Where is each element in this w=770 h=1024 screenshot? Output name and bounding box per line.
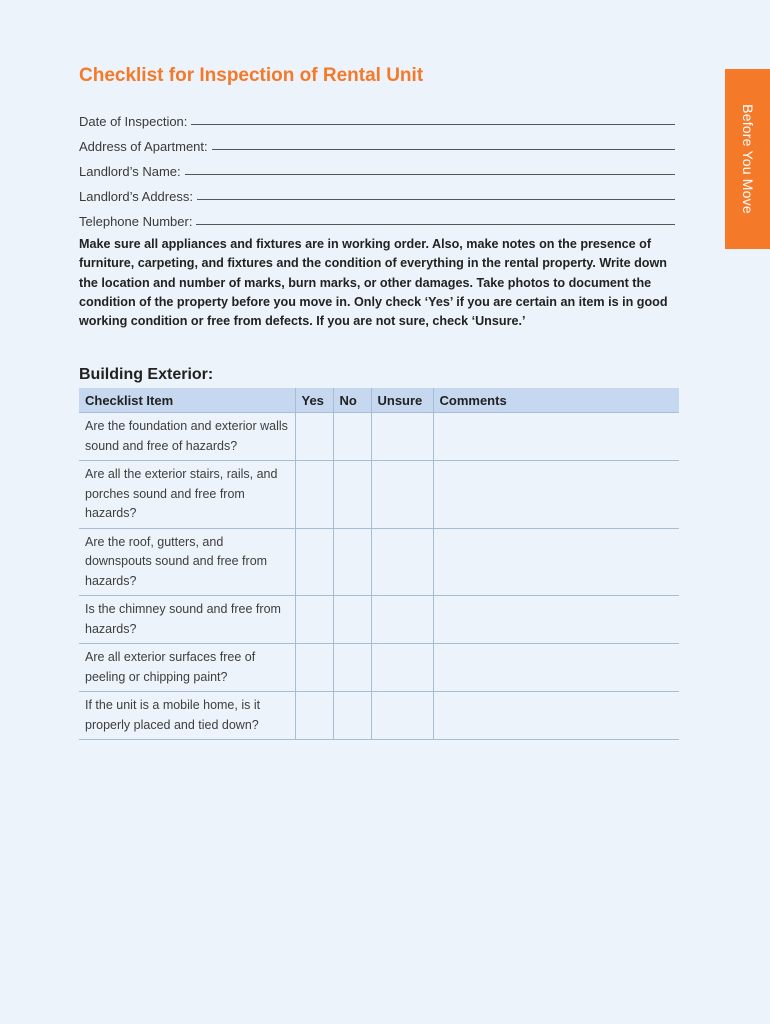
column-header-unsure: Unsure [371, 388, 433, 413]
side-tab [725, 69, 770, 249]
yes-cell[interactable] [295, 528, 333, 596]
comments-cell[interactable] [433, 692, 679, 740]
table-row [79, 461, 679, 529]
checklist-item: Are the roof, gutters, and downspouts sound and free from hazards? [79, 528, 295, 596]
field-label: Landlord’s Name: [79, 164, 181, 179]
table-row [79, 413, 679, 461]
no-cell[interactable] [333, 692, 371, 740]
yes-cell[interactable] [295, 596, 333, 644]
yes-cell[interactable] [295, 413, 333, 461]
column-header-comments: Comments [433, 388, 679, 413]
yes-cell[interactable] [295, 644, 333, 692]
checklist-item: Are all the exterior stairs, rails, and porches sound and free from hazards? [79, 461, 295, 529]
checklist-item: Is the chimney sound and free from hazards? [79, 596, 295, 644]
table-header-row [79, 388, 679, 413]
unsure-cell[interactable] [371, 461, 433, 529]
no-cell[interactable] [333, 644, 371, 692]
checklist-item: If the unit is a mobile home, is it properly placed and tied down? [79, 692, 295, 740]
yes-cell[interactable] [295, 461, 333, 529]
form-fields [79, 104, 675, 229]
field-label: Telephone Number: [79, 214, 193, 229]
unsure-cell[interactable] [371, 413, 433, 461]
table-row [79, 528, 679, 596]
column-header-item: Checklist Item [79, 388, 295, 413]
comments-cell[interactable] [433, 596, 679, 644]
comments-cell[interactable] [433, 528, 679, 596]
table-row [79, 596, 679, 644]
column-header-no: No [333, 388, 371, 413]
field-underline[interactable] [196, 224, 675, 225]
comments-cell[interactable] [433, 461, 679, 529]
landlord-name-field[interactable] [79, 154, 675, 179]
section-heading: Building Exterior: [79, 366, 214, 383]
field-underline[interactable] [185, 174, 675, 175]
checklist-item: Are the foundation and exterior walls sound and free of hazards? [79, 413, 295, 461]
table-row [79, 644, 679, 692]
telephone-number-field[interactable] [79, 204, 675, 229]
unsure-cell[interactable] [371, 596, 433, 644]
instructions-text: Make sure all appliances and fixtures are in working order. Also, make notes on the presence of furniture, carpeting, and fixtures and the condition of everything in the rental property. Write down the location and number of marks, burn marks, or other damages. Take photos to document the condition of the property before you move in. Only check ‘Yes’ if you are certain an item is in good working condition or free from defects. If you are not sure, check ‘Unsure.’ [79, 237, 668, 329]
checklist-item: Are all exterior surfaces free of peeling or chipping paint? [79, 644, 295, 692]
no-cell[interactable] [333, 528, 371, 596]
unsure-cell[interactable] [371, 528, 433, 596]
landlord-address-field[interactable] [79, 179, 675, 204]
comments-cell[interactable] [433, 413, 679, 461]
yes-cell[interactable] [295, 692, 333, 740]
field-underline[interactable] [212, 149, 675, 150]
comments-cell[interactable] [433, 644, 679, 692]
side-tab-label: Before You Move [739, 104, 756, 214]
field-underline[interactable] [191, 124, 675, 125]
address-of-apartment-field[interactable] [79, 129, 675, 154]
building-exterior-table [79, 388, 679, 740]
unsure-cell[interactable] [371, 644, 433, 692]
date-of-inspection-field[interactable] [79, 104, 675, 129]
field-underline[interactable] [197, 199, 675, 200]
no-cell[interactable] [333, 413, 371, 461]
unsure-cell[interactable] [371, 692, 433, 740]
no-cell[interactable] [333, 461, 371, 529]
field-label: Address of Apartment: [79, 139, 208, 154]
field-label: Date of Inspection: [79, 114, 188, 129]
column-header-yes: Yes [295, 388, 333, 413]
field-label: Landlord’s Address: [79, 189, 193, 204]
no-cell[interactable] [333, 596, 371, 644]
page-title: Checklist for Inspection of Rental Unit [79, 65, 424, 86]
table-row [79, 692, 679, 740]
